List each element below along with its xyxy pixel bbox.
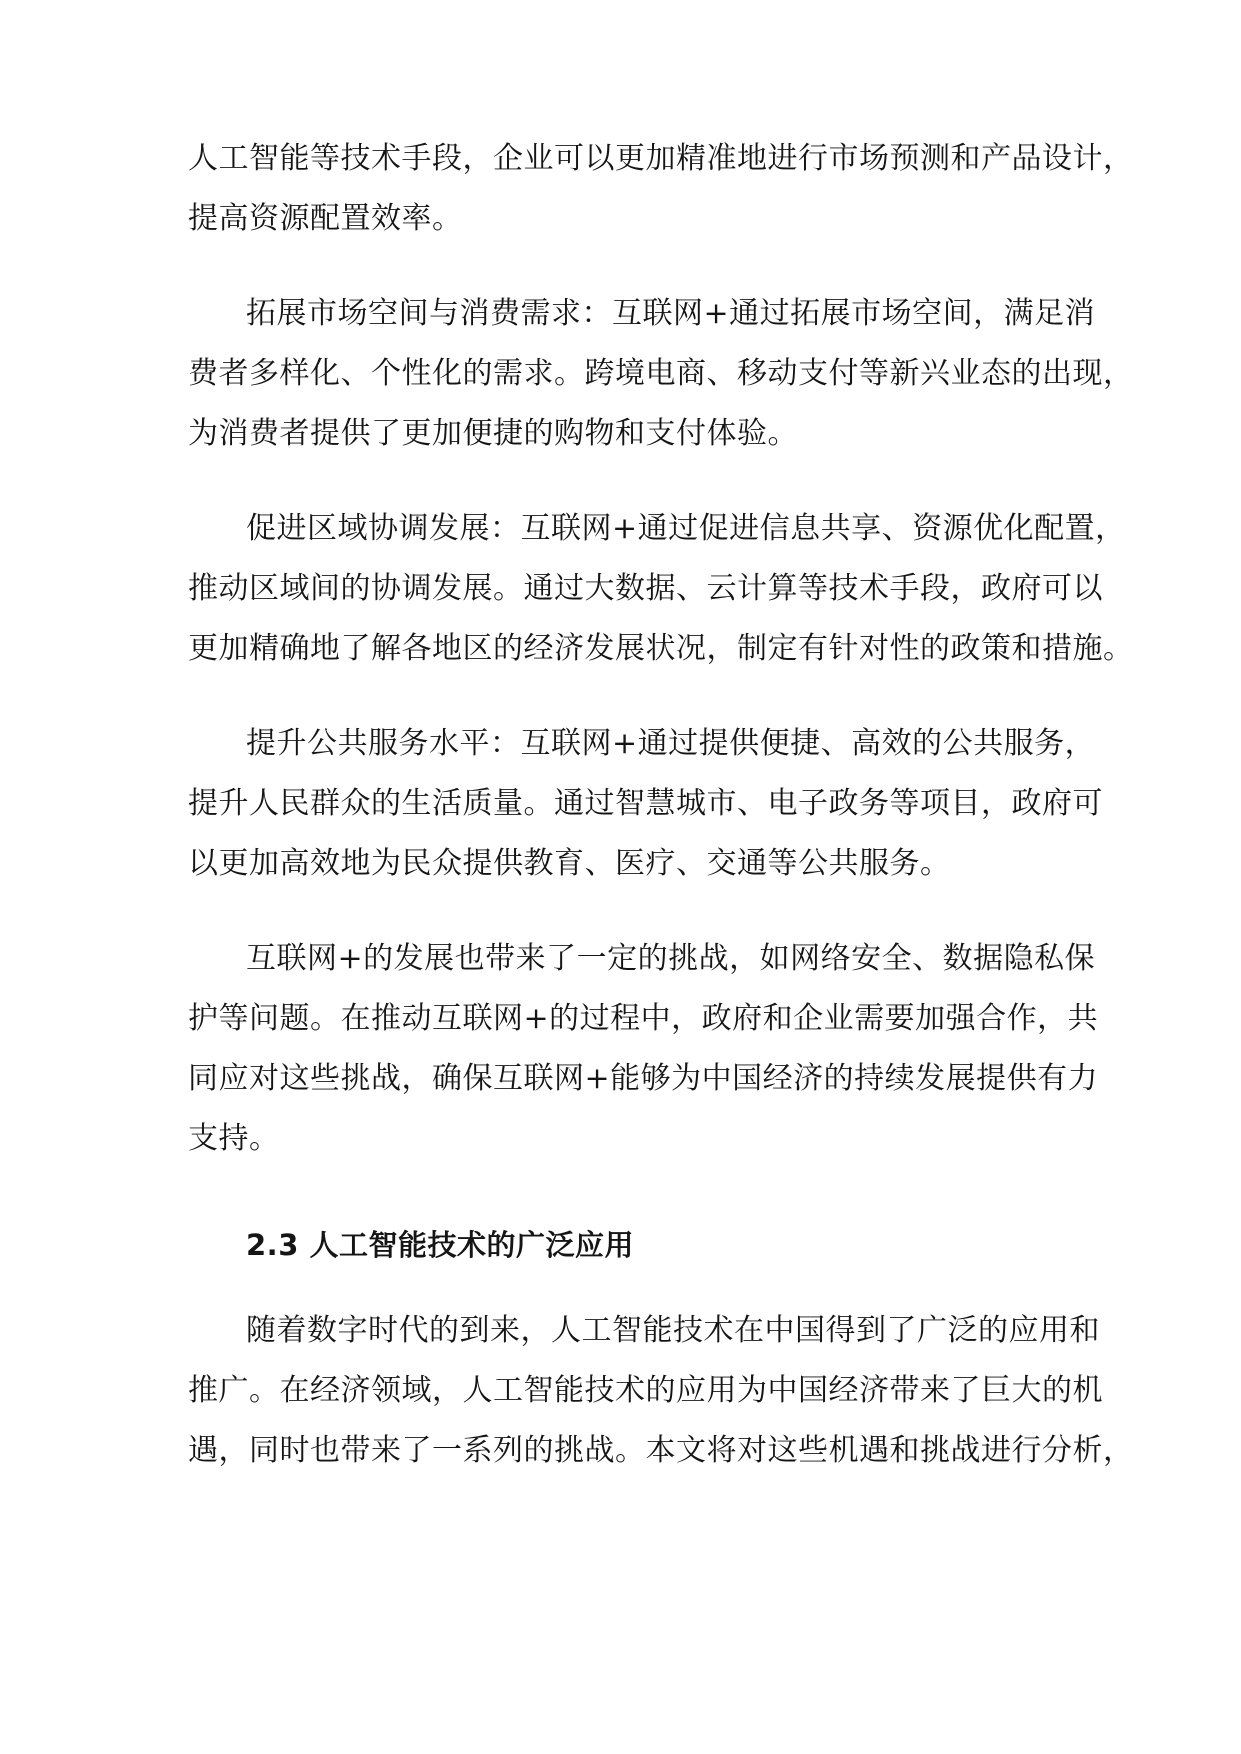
paragraph-line: 遇，同时也带来了一系列的挑战。本文将对这些机遇和挑战进行分析， bbox=[188, 1433, 1134, 1468]
paragraph-line: 更加精确地了解各地区的经济发展状况，制定有针对性的政策和措施。 bbox=[188, 631, 1134, 666]
paragraph-line: 拓展市场空间与消费需求：互联网+通过拓展市场空间，满足消 bbox=[246, 296, 1096, 331]
paragraph-line: 人工智能等技术手段，企业可以更加精准地进行市场预测和产品设计， bbox=[188, 141, 1134, 176]
paragraph-line: 提升人民群众的生活质量。通过智慧城市、电子政务等项目，政府可 bbox=[188, 786, 1103, 821]
section-heading: 2.3 人工智能技术的广泛应用 bbox=[246, 1228, 634, 1262]
paragraph-line: 随着数字时代的到来，人工智能技术在中国得到了广泛的应用和 bbox=[246, 1313, 1100, 1348]
paragraph-line: 支持。 bbox=[188, 1121, 280, 1156]
paragraph-line: 推动区域间的协调发展。通过大数据、云计算等技术手段，政府可以 bbox=[188, 571, 1103, 606]
paragraph-line: 提升公共服务水平：互联网+通过提供便捷、高效的公共服务， bbox=[246, 726, 1096, 761]
paragraph-line: 提高资源配置效率。 bbox=[188, 201, 463, 236]
paragraph-line: 同应对这些挑战，确保互联网+能够为中国经济的持续发展提供有力 bbox=[188, 1061, 1099, 1096]
paragraph-line: 护等问题。在推动互联网+的过程中，政府和企业需要加强合作，共 bbox=[188, 1001, 1099, 1036]
paragraph-line: 促进区域协调发展：互联网+通过促进信息共享、资源优化配置， bbox=[246, 511, 1126, 546]
paragraph-line: 以更加高效地为民众提供教育、医疗、交通等公共服务。 bbox=[188, 846, 951, 881]
paragraph-line: 推广。在经济领域，人工智能技术的应用为中国经济带来了巨大的机 bbox=[188, 1373, 1103, 1408]
paragraph-line: 费者多样化、个性化的需求。跨境电商、移动支付等新兴业态的出现， bbox=[188, 356, 1134, 391]
paragraph-line: 互联网+的发展也带来了一定的挑战，如网络安全、数据隐私保 bbox=[246, 941, 1096, 976]
paragraph-line: 为消费者提供了更加便捷的购物和支付体验。 bbox=[188, 416, 798, 451]
